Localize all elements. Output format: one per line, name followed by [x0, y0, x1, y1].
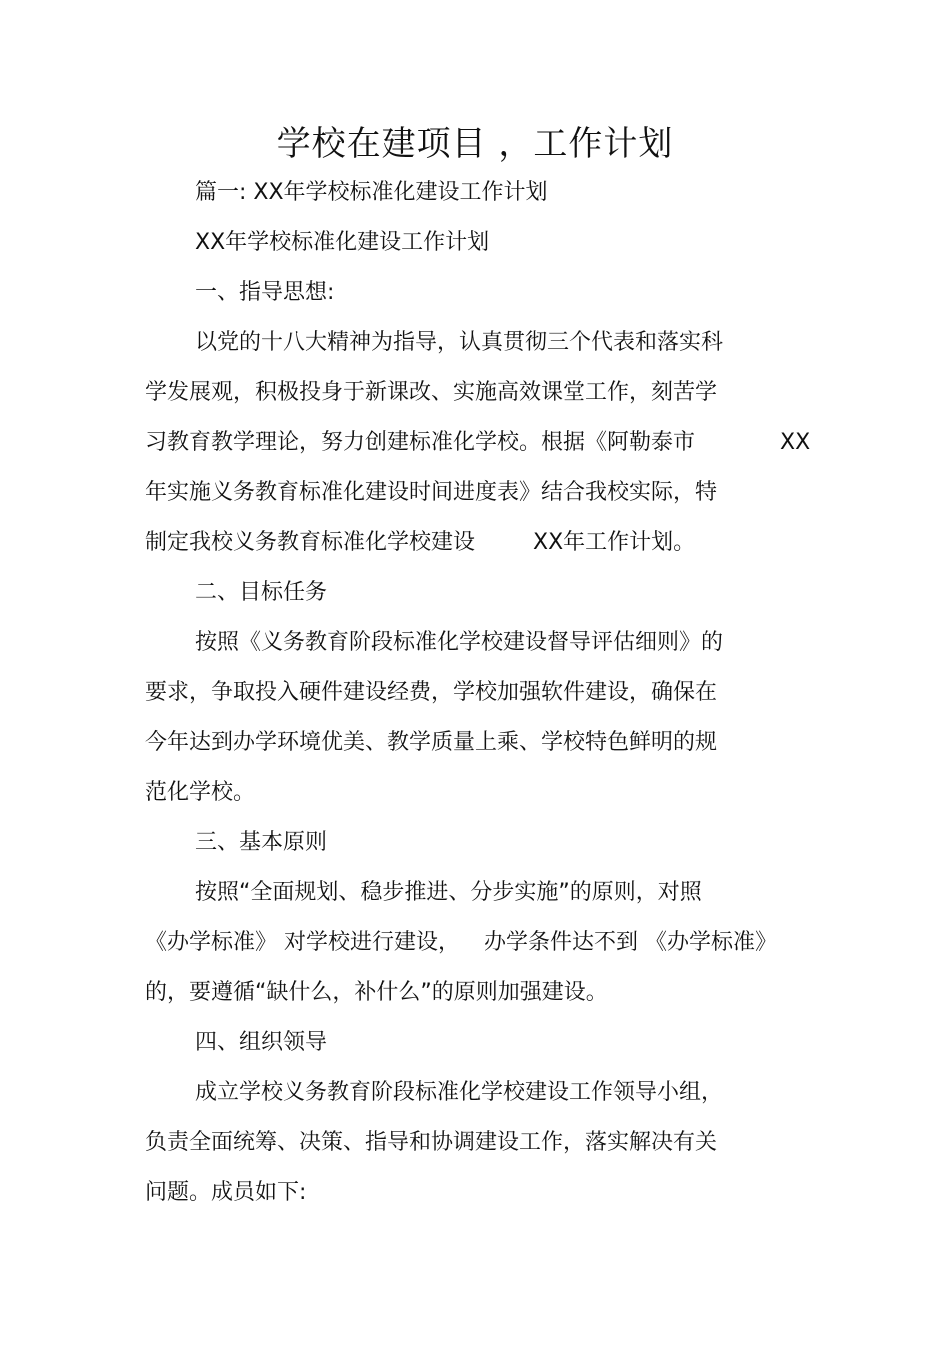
paragraph-line: 成立学校义务教育阶段标准化学校建设工作领导小组， — [195, 1080, 724, 1105]
paragraph-line: 制定我校义务教育标准化学校建设 — [145, 530, 476, 555]
document-title: 学校在建项目 ，工作计划 — [276, 124, 674, 164]
paragraph-line-fragment: XX年工作计划。 — [533, 530, 696, 555]
paragraph-line: 以党的十八大精神为指导，认真贯彻三个代表和落实科 — [195, 330, 724, 355]
paragraph-line-fragment: 办学条件达不到 《办学标准》 — [484, 930, 777, 955]
paragraph-line: 要求，争取投入硬件建设经费，学校加强软件建设，确保在 — [145, 680, 718, 705]
paragraph-line-fragment: XX — [780, 430, 811, 455]
chapter-heading: 篇一: XX年学校标准化建设工作计划 — [195, 180, 548, 205]
paragraph-line: 年实施义务教育标准化建设时间进度表》结合我校实际，特 — [145, 480, 718, 505]
paragraph-line: 学发展观，积极投身于新课改、实施高效课堂工作，刻苦学 — [145, 380, 718, 405]
paragraph-line: 负责全面统筹、决策、指导和协调建设工作，落实解决有关 — [145, 1130, 718, 1155]
paragraph-line: 的，要遵循“缺什么，补什么”的原则加强建设。 — [145, 980, 608, 1005]
section-heading-principles: 三、基本原则 — [195, 830, 328, 855]
plan-heading: XX年学校标准化建设工作计划 — [195, 230, 490, 255]
paragraph-line: 问题。成员如下: — [145, 1180, 307, 1205]
paragraph-line: 按照《义务教育阶段标准化学校建设督导评估细则》的 — [195, 630, 724, 655]
section-heading-goals: 二、目标任务 — [195, 580, 328, 605]
paragraph-line: 习教育教学理论，努力创建标准化学校。根据《阿勒泰市 — [145, 430, 696, 455]
paragraph-line: 《办学标准》 对学校进行建设， — [145, 930, 460, 955]
section-heading-guiding-ideology: 一、指导思想: — [195, 280, 335, 305]
paragraph-line: 范化学校。 — [145, 780, 256, 805]
paragraph-line: 今年达到办学环境优美、教学质量上乘、学校特色鲜明的规 — [145, 730, 718, 755]
paragraph-line: 按照“全面规划、稳步推进、分步实施”的原则，对照 — [195, 880, 702, 905]
section-heading-leadership: 四、组织领导 — [195, 1030, 328, 1055]
